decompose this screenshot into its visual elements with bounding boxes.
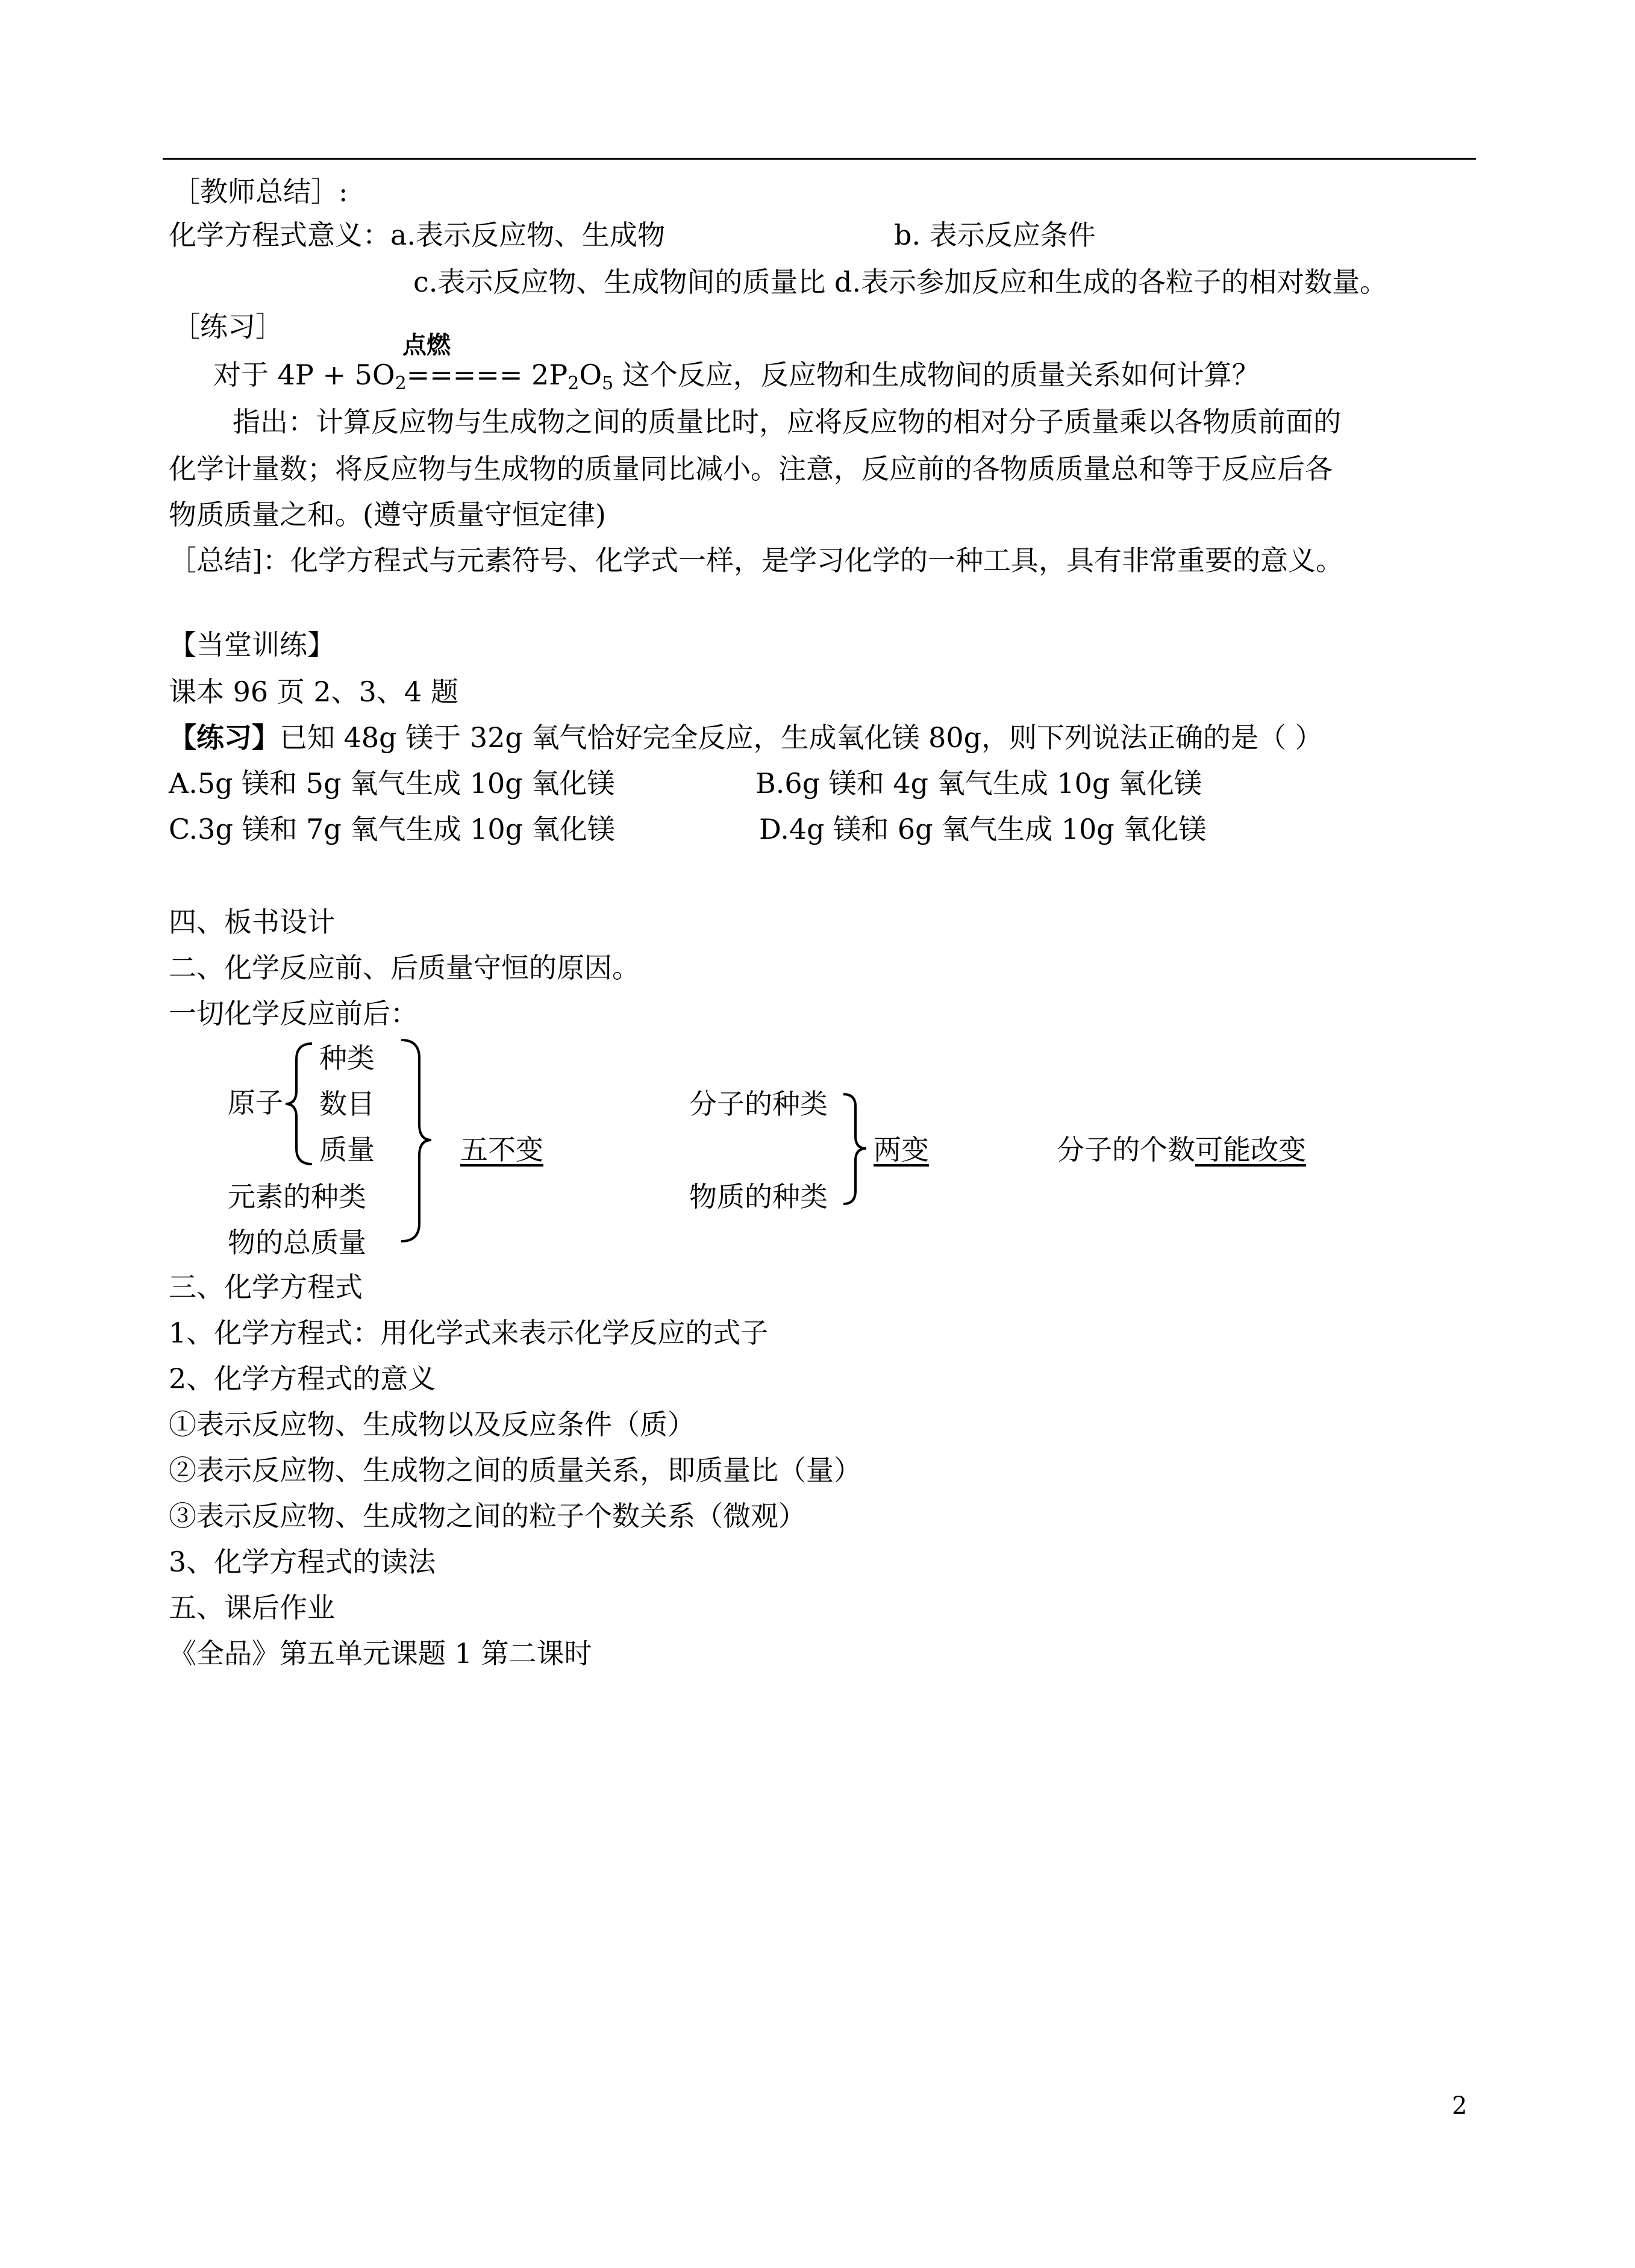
equation-meaning-3: ③表示反应物、生成物之间的粒子个数关系（微观） — [169, 1500, 806, 1532]
board-section-2: 二、化学反应前、后质量守恒的原因。 — [169, 951, 640, 984]
equation-meaning-2: ②表示反应物、生成物之间的质量关系，即质量比（量） — [169, 1454, 861, 1486]
total-mass: 物的总质量 — [228, 1226, 366, 1259]
atom-label: 原子 — [228, 1086, 283, 1119]
training-textbook: 课本 96 页 2、3、4 题 — [169, 675, 458, 708]
equation-meaning-1: ①表示反应物、生成物以及反应条件（质） — [169, 1408, 695, 1441]
page-number: 2 — [1452, 2092, 1468, 2120]
meaning-b: b. 表示反应条件 — [894, 219, 1096, 251]
meaning-lead: 化学方程式意义：a.表示反应物、生成物 — [169, 219, 666, 251]
practice-note-2: 化学计量数；将反应物与生成物的质量同比减小。注意，反应前的各物质质量总和等于反应后各 — [169, 453, 1333, 485]
training-heading: 【当堂训练】 — [169, 628, 335, 661]
option-c: C.3g 镁和 7g 氧气生成 10g 氧化镁 — [169, 813, 615, 845]
two-changed: 两变 — [874, 1133, 929, 1166]
atom-kind: 种类 — [319, 1042, 375, 1074]
option-d: D.4g 镁和 6g 氧气生成 10g 氧化镁 — [759, 813, 1207, 845]
summary-heading: ［教师总结］: — [172, 175, 348, 208]
practice-note-3: 物质质量之和。(遵守质量守恒定律) — [169, 498, 606, 531]
ignite-condition: 点燃 — [402, 331, 451, 359]
meaning-cd: c.表示反应物、生成物间的质量比 d.表示参加反应和生成的各粒子的相对数量。 — [413, 266, 1388, 298]
equation-definition: 1、化学方程式：用化学式来表示化学反应的式子 — [169, 1317, 769, 1349]
atom-brace — [283, 1041, 319, 1168]
practice-conclusion: ［总结]：化学方程式与元素符号、化学式一样，是学习化学的一种工具，具有非常重要的意义。 — [169, 544, 1343, 577]
homework-heading: 五、课后作业 — [169, 1591, 335, 1624]
molecule-kind: 分子的种类 — [689, 1088, 828, 1120]
two-changed-brace — [841, 1092, 871, 1206]
molecule-count-line: 分子的个数可能改变 — [1057, 1133, 1306, 1166]
practice-question: 对于 $4P + 5O_2===== 2P_2O_5$ 这个反应，反应物和生成物间的质量关系如何计算？ — [213, 359, 1260, 394]
homework-text: 《全品》第五单元课题 1 第二课时 — [169, 1637, 592, 1670]
all-reactions: 一切化学反应前后： — [169, 997, 418, 1030]
practice-note-1: 指出：计算反应物与生成物之间的质量比时，应将反应物的相对分子质量乘以各物质前面的 — [233, 406, 1341, 438]
training-question: 【练习】已知 48g 镁于 32g 氧气恰好完全反应，生成氧化镁 80g，则下列说法正确的是（ ） — [169, 721, 1323, 754]
header-rule — [163, 158, 1476, 160]
five-unchanged-brace — [398, 1038, 434, 1244]
atom-count: 数目 — [319, 1088, 375, 1120]
five-unchanged: 五不变 — [460, 1133, 543, 1166]
practice-heading: ［练习］ — [172, 310, 283, 343]
substance-kind: 物质的种类 — [689, 1180, 828, 1213]
option-b: B.6g 镁和 4g 氧气生成 10g 氧化镁 — [755, 767, 1202, 800]
board-heading: 四、板书设计 — [169, 906, 335, 938]
equation-heading: 三、化学方程式 — [169, 1271, 363, 1303]
equation-meaning-title: 2、化学方程式的意义 — [169, 1362, 436, 1395]
option-a: A.5g 镁和 5g 氧气生成 10g 氧化镁 — [169, 767, 615, 800]
element-kind: 元素的种类 — [228, 1180, 366, 1213]
atom-mass: 质量 — [319, 1133, 375, 1166]
equation-reading: 3、化学方程式的读法 — [169, 1546, 436, 1578]
